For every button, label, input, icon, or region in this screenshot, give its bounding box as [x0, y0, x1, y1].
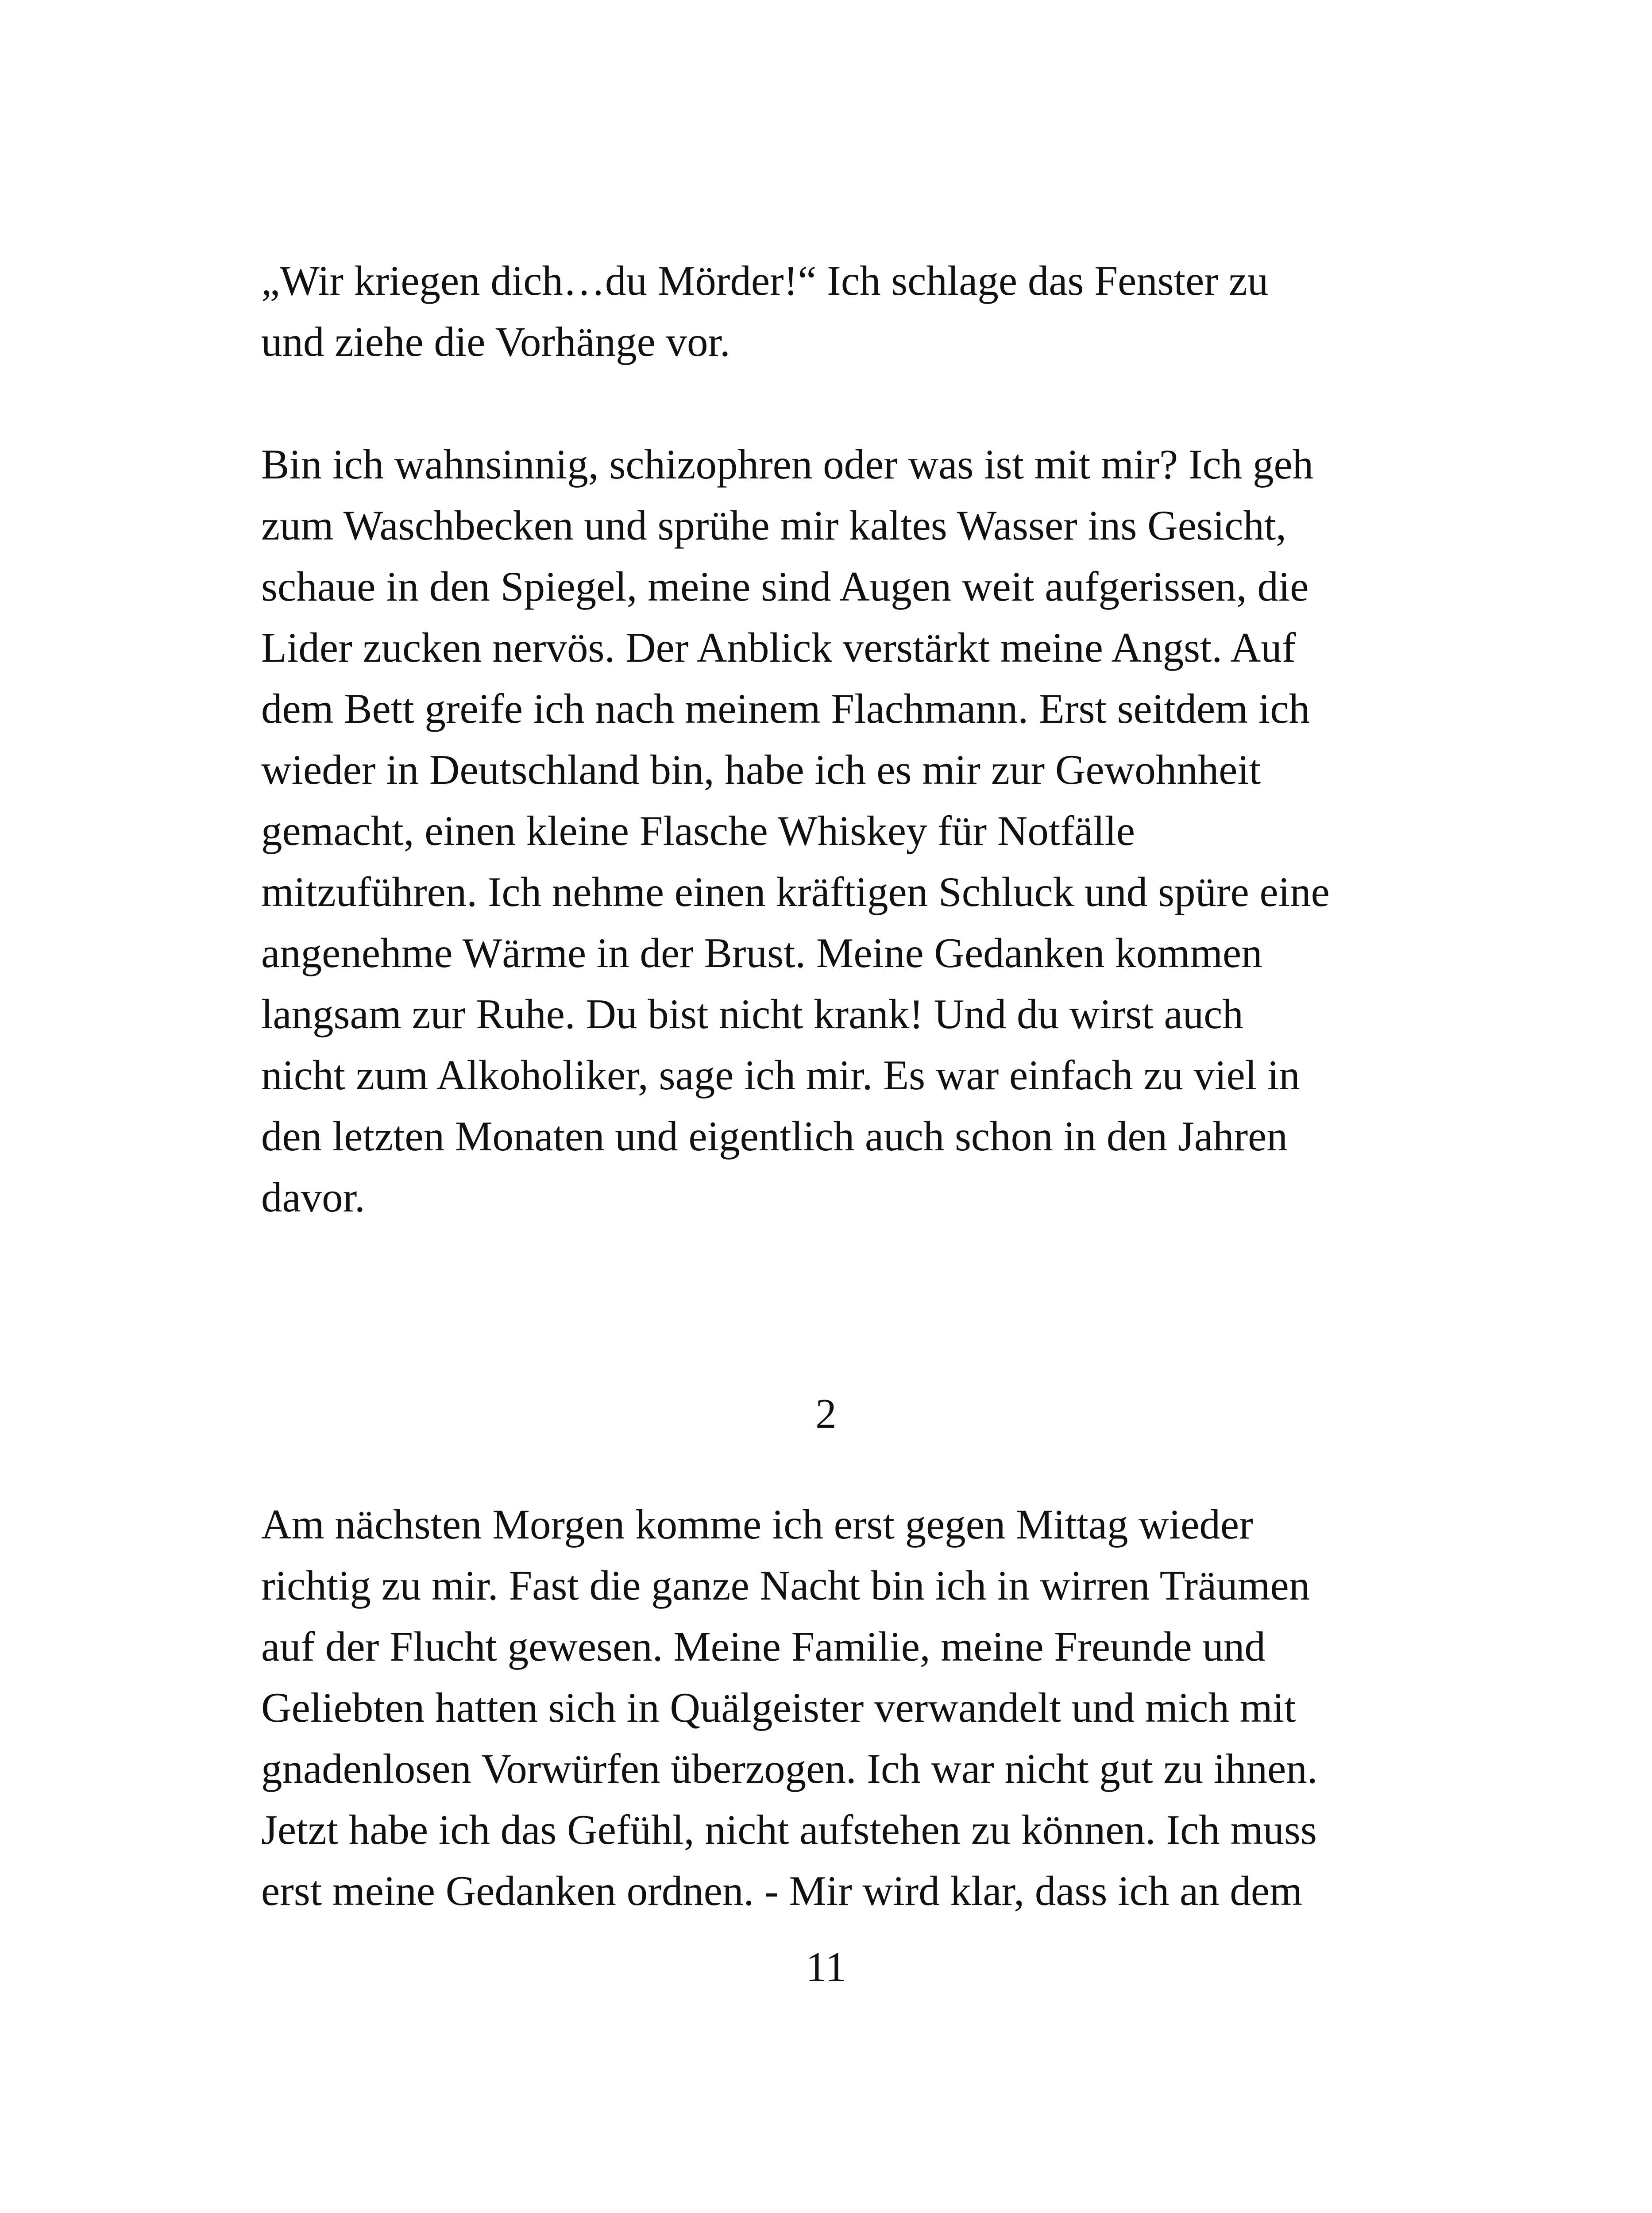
text-line: nicht zum Alkoholiker, sage ich mir. Es war einfach zu viel in — [261, 1052, 1300, 1099]
text-line: Am nächsten Morgen komme ich erst gegen Mittag wieder — [261, 1501, 1253, 1548]
text-line: davor. — [261, 1174, 365, 1221]
text-line: mitzuführen. Ich nehme einen kräftigen Schluck und spüre eine — [261, 868, 1330, 915]
paragraph-1 — [261, 250, 1412, 372]
text-line: den letzten Monaten und eigentlich auch schon in den Jahren — [261, 1113, 1288, 1160]
text-line: Lider zucken nervös. Der Anblick verstärkt meine Angst. Auf — [261, 624, 1296, 671]
chapter-number: 2 — [815, 1390, 837, 1437]
text-line: angenehme Wärme in der Brust. Meine Gedanken kommen — [261, 929, 1262, 976]
text-line: erst meine Gedanken ordnen. - Mir wird klar, dass ich an dem — [261, 1867, 1302, 1914]
text-line: langsam zur Ruhe. Du bist nicht krank! Und du wirst auch — [261, 991, 1243, 1037]
paragraph-2 — [261, 434, 1412, 1228]
text-line: Geliebten hatten sich in Quälgeister verwandelt und mich mit — [261, 1684, 1296, 1731]
paragraph-3 — [261, 1494, 1412, 1921]
text-line: Bin ich wahnsinnig, schizophren oder was ist mit mir? Ich geh — [261, 441, 1314, 488]
text-line: dem Bett greife ich nach meinem Flachmann. Erst seitdem ich — [261, 685, 1310, 732]
text-line: wieder in Deutschland bin, habe ich es mir zur Gewohnheit — [261, 746, 1261, 793]
text-line: gnadenlosen Vorwürfen überzogen. Ich war nicht gut zu ihnen. — [261, 1745, 1318, 1792]
text-line: und ziehe die Vorhänge vor. — [261, 318, 730, 365]
text-line: zum Waschbecken und sprühe mir kaltes Wasser ins Gesicht, — [261, 502, 1287, 549]
text-line: „Wir kriegen dich…du Mörder!“ Ich schlage das Fenster zu — [261, 257, 1269, 304]
page-number: 11 — [806, 1943, 846, 1990]
text-line: auf der Flucht gewesen. Meine Familie, meine Freunde und — [261, 1623, 1266, 1670]
text-line: richtig zu mir. Fast die ganze Nacht bin ich in wirren Träumen — [261, 1562, 1310, 1609]
text-line: Jetzt habe ich das Gefühl, nicht aufstehen zu können. Ich muss — [261, 1806, 1317, 1853]
text-line: schaue in den Spiegel, meine sind Augen weit aufgerissen, die — [261, 563, 1309, 610]
text-line: gemacht, einen kleine Flasche Whiskey für Notfälle — [261, 807, 1135, 854]
